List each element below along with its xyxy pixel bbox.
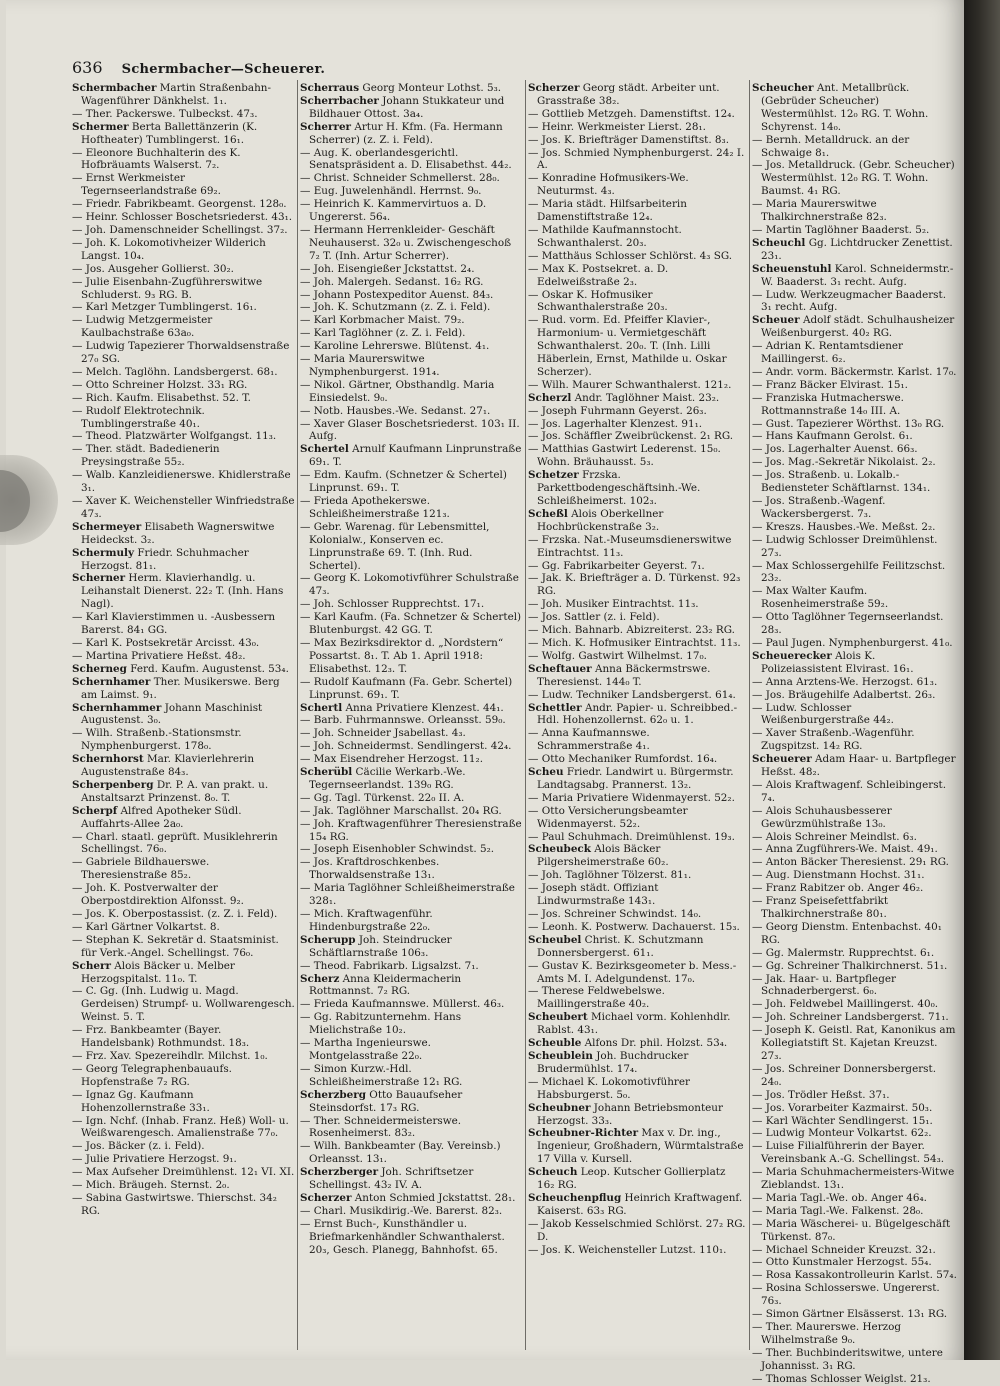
directory-entry: — Michael K. Lokomotivführer Habsburgerst. 5₀. [528, 1075, 691, 1101]
directory-entry: — Jos. Metalldruck. (Gebr. Scheucher) Westermühlst. 12₀ RG. T. Wohn. Baumst. 4₁ RG. [752, 159, 955, 198]
directory-entry: — Max Aufseher Dreimühlenst. 12₁ VI. XI. [72, 1166, 295, 1179]
directory-entry: — Jos. Bäcker (z. i. Feld). [72, 1140, 205, 1153]
directory-entry: — Karoline Lehrerswe. Blütenst. 4₁. [300, 340, 490, 353]
directory-entry: — Stephan K. Sekretär d. Staatsminist. für Verk.-Angel. Schellingst. 76₀. [72, 933, 279, 959]
directory-entry: Schernhorst Mar. Klavierlehrerin Augustenstraße 84₃. [72, 753, 255, 779]
directory-entry: — Jos. Sattler (z. i. Feld). [528, 611, 660, 624]
directory-entry: Scherr Alois Bäcker u. Melber Herzogspitalst. 11₀. T. [72, 959, 235, 985]
directory-entry: — Ludwig Tapezierer Thorwaldsenstraße 27₀ SG. [72, 340, 290, 366]
directory-entry: — Martina Privatiere Heßst. 48₂. [72, 649, 246, 662]
directory-entry: — Rosina Schlosserswe. Ungererst. 76₃. [752, 1282, 940, 1308]
page-header [72, 58, 325, 77]
directory-entry: — Paul Jugen. Nymphenburgerst. 41₀. [752, 636, 953, 649]
directory-entry: — Rich. Kaufm. Elisabethst. 52. T. [72, 391, 251, 404]
directory-entry: — Otto Kunstmaler Herzogst. 55₄. [752, 1256, 932, 1269]
directory-entry: — Jak. Haar- u. Bartpfleger Schnaderbergerst. 6₀. [752, 972, 896, 998]
directory-entry: — Georg K. Lokomotivführer Schulstraße 47₃. [300, 572, 519, 598]
directory-entry: — C. Gg. (Inh. Ludwig u. Magd. Gerdeisen) Strumpf- u. Wollwarengesch. Weinst. 5. T. [72, 985, 295, 1024]
directory-entry: — Karl Taglöhner (z. Z. i. Feld). [300, 327, 466, 340]
directory-entry: Schermeyer Elisabeth Wagnerswitwe Heideckst. 3₂. [72, 520, 275, 546]
directory-entry: — Anton Bäcker Theresienst. 29₁ RG. [752, 856, 949, 869]
directory-entry: — Karl Wächter Sendlingerst. 15₁. [752, 1114, 933, 1127]
directory-entry: — Simon Kurzw.-Hdl. Schleißheimerstraße 12₁ RG. [300, 1062, 463, 1088]
directory-entry: — Joseph K. Geistl. Rat, Kanonikus am Kollegiatstift St. Kajetan Kreuzst. 27₃. [752, 1024, 956, 1062]
surname-headword: Scherzberg [300, 1088, 366, 1101]
directory-entry: — Jos. Mag.-Sekretär Nikolaist. 2₂. [752, 456, 936, 469]
directory-entry: — Ludw. Werkzeugmacher Baaderst. 3₁ recht. Aufg. [752, 288, 946, 314]
surname-headword: Scheublein [528, 1049, 593, 1062]
directory-entry: — Theod. Fabrikarb. Ligsalzst. 7₁. [300, 959, 479, 972]
directory-entry: — Kreszs. Hausbes.-We. Meßst. 2₂. [752, 520, 936, 533]
directory-entry: — Jos. K. Briefträger Damenstiftst. 8₃. [528, 133, 730, 146]
directory-entry: — Alois Schreiner Meindlst. 6₃. [752, 830, 917, 843]
directory-entry: Scheuer Adolf städt. Schulhausheizer Weißenburgerst. 40₂ RG. [752, 314, 955, 340]
surname-headword: Schermeyer [72, 520, 142, 533]
directory-entry: — Mathilde Kaufmannstocht. Schwanthalerst. 20₃. [528, 223, 682, 249]
directory-entry: Scherpenberg Dr. P. A. van prakt. u. Anstaltsarzt Prinzenst. 8₀. T. [72, 778, 269, 804]
directory-entry: Scherraus Georg Monteur Lothst. 5₃. [300, 82, 502, 94]
directory-entry: — Andr. vorm. Bäckermstr. Karlst. 17₀. [752, 365, 957, 378]
directory-entry: — Eug. Juwelenhändl. Herrnst. 9₀. [300, 185, 482, 198]
surname-headword: Scherpenberg [72, 778, 154, 791]
directory-entry: Scherzberg Otto Bauaufseher Steinsdorfst. 17₃ RG. [300, 1088, 463, 1114]
directory-entry: — Nikol. Gärtner, Obsthandlg. Maria Einsiedelst. 9₀. [300, 378, 495, 404]
surname-headword: Scherzer [528, 82, 580, 94]
surname-headword: Scheuchenpflug [528, 1191, 622, 1204]
directory-entry: — Frieda Apothekerswe. Schleißheimerstraße 121₃. [300, 495, 450, 520]
directory-entry: — Jak. Taglöhner Marschallst. 20₄ RG. [300, 804, 502, 817]
directory-entry: Scheu Friedr. Landwirt u. Bürgermstr. Landtagsabg. Prannerst. 13₂. [528, 766, 734, 791]
surname-headword: Schermbacher [72, 82, 157, 94]
directory-entry: — Edm. Kaufm. (Schnetzer & Schertel) Linprunst. 69₁. T. [300, 469, 507, 495]
directory-entry: — Joh. Taglöhner Tölzerst. 81₁. [528, 869, 692, 882]
surname-headword: Schermuly [72, 546, 135, 559]
directory-entry: — Otto Versicherungsbeamter Widenmayerst. 52₂. [528, 804, 688, 830]
surname-headword: Scheuenstuhl [752, 262, 832, 275]
directory-entry: — Jos. Ausgeher Gollierst. 30₂. [72, 262, 234, 275]
directory-entry: — Luise Filialführerin der Bayer. Vereinsbank A.-G. Schellingst. 54₃. [752, 1140, 945, 1166]
directory-entry: — Gebr. Warenag. für Lebensmittel, Kolonialw., Konserven ec. Linprunstraße 69. T. (Inh. Rud. Schertel). [300, 520, 490, 572]
directory-entry: — Rud. vorm. Ed. Pfeiffer Klavier-, Harmonium- u. Vermietgeschäft Schwanthalerst. 20₀. T. (Inh. Lilli Häberlein, Ernst, Mathilde u. Oskar Scherzer). [528, 314, 727, 378]
surname-headword: Scheucher [752, 82, 814, 94]
surname-headword: Scherrer [300, 120, 352, 133]
directory-entry: — Karl K. Postsekretär Arcisst. 43₀. [72, 636, 260, 649]
surname-headword: Scheßl [528, 507, 568, 520]
directory-entry: — Wolfg. Gastwirt Wilhelmst. 17₀. [528, 649, 707, 662]
directory-entry: — Frz. Bankbeamter (Bayer. Handelsbank) Rothmundst. 18₃. [72, 1024, 250, 1050]
directory-entry: Scheuerer Adam Haar- u. Bartpfleger Heßst. 48₂. [752, 753, 956, 779]
running-head: Schermbacher—Scheuerer. [121, 62, 326, 77]
directory-entry: — Wilh. Maurer Schwanthalerst. 121₂. [528, 378, 732, 391]
directory-entry: — Anna Arztens-We. Herzogst. 61₃. [752, 675, 938, 688]
directory-entry: Scherzer Georg städt. Arbeiter unt. Grasstraße 38₂. [528, 82, 720, 107]
directory-entry: — Aug. Dienstmann Hochst. 31₁. [752, 869, 925, 882]
directory-entry: Scherübl Cäcilie Werkarb.-We. Tegernseerlandst. 139₀ RG. [300, 766, 466, 791]
directory-entry: — Jos. K. Weichensteller Lutzst. 110₁. [528, 1243, 727, 1256]
surname-headword: Schertel [300, 443, 349, 456]
directory-entry: — Jos. Vorarbeiter Kazmairst. 50₃. [752, 1101, 933, 1114]
directory-entry: — Julie Privatiere Herzogst. 9₁. [72, 1153, 237, 1166]
directory-entry: — Frz. Xav. Spezereihdlr. Milchst. 1₀. [72, 1049, 268, 1062]
directory-entry: — Theod. Platzwärter Wolfgangst. 11₃. [72, 430, 277, 443]
directory-entry: Scheuchl Gg. Lichtdrucker Zenettist. 23₁. [752, 236, 953, 262]
directory-entry: — Joseph Eisenhobler Schwindst. 5₂. [300, 843, 495, 856]
directory-entry: — Mich. K. Hofmusiker Eintrachtst. 11₃. [528, 636, 741, 649]
directory-entry: Scheubel Christ. K. Schutzmann Donnersbergerst. 61₁. [528, 933, 704, 959]
directory-entry: — Eleonore Buchhalterin des K. Hofbräuamts Walserst. 7₂. [72, 146, 241, 172]
directory-entry: — Joh. K. Lokomotivheizer Wilderich Langst. 10₄. [72, 236, 266, 262]
surname-headword: Scheuch [528, 1166, 578, 1179]
directory-entry: — Gustav K. Bezirksgeometer b. Mess.-Amts M. I. Adelgundenst. 17₀. [528, 959, 737, 985]
surname-headword: Scherzl [528, 391, 572, 404]
directory-entry: — Maria Taglöhner Schleißheimerstraße 328₁. [300, 882, 515, 908]
directory-column-4 [752, 82, 958, 1385]
directory-entry: — Thomas Schlosser Weiglst. 21₃. [752, 1372, 931, 1385]
directory-entry: — Christ. Schneider Schmellerst. 28₀. [300, 172, 500, 185]
column-rule [525, 80, 526, 1350]
directory-entry: — Jos. Schäffler Zweibrückenst. 2₁ RG. [528, 430, 734, 443]
directory-entry: Scherzl Andr. Taglöhner Maist. 23₂. [528, 391, 720, 404]
directory-entry: — Maria Tagl.-We. ob. Anger 46₄. [752, 1191, 927, 1204]
surname-headword: Scherner [72, 572, 126, 585]
directory-entry: — Gg. Rabitzunternehm. Hans Mielichstraße 10₂. [300, 1011, 462, 1037]
directory-entry: — Jos. Straßenb. u. Lokalb.-Bediensteter Schäftlarnst. 134₁. [752, 469, 931, 495]
surname-headword: Scheuchl [752, 236, 806, 249]
directory-entry: — Franziska Hutmacherswe. Rottmannstraße 14₀ III. A. [752, 391, 904, 417]
directory-entry: — Ernst Werkmeister Tegernseerlandstraße 69₂. [72, 172, 221, 198]
directory-entry: Scheßl Alois Oberkellner Hochbrückenstraße 3₂. [528, 507, 664, 533]
surname-headword: Scherz [300, 972, 340, 985]
directory-entry: — Ludwig Monteur Volkartst. 62₂. [752, 1127, 932, 1140]
surname-headword: Scherzer [300, 1191, 352, 1204]
directory-entry: — Max Walter Kaufm. Rosenheimerstraße 59₂. [752, 585, 889, 611]
directory-entry: — Karl Korbmacher Maist. 79₂. [300, 314, 465, 327]
directory-entry: — Joseph Fuhrmann Geyerst. 26₃. [528, 404, 707, 417]
directory-entry: — Otto Mechaniker Rumfordst. 16₄. [528, 753, 718, 766]
directory-entry: — Maria Tagl.-We. Falkenst. 28₀. [752, 1204, 924, 1217]
directory-entry: — Ther. Schneidermeisterswe. Rosenheimerst. 83₂. [300, 1114, 462, 1140]
directory-entry: — Gust. Tapezierer Wörthst. 13₀ RG. [752, 417, 945, 430]
directory-entry: — Joh. Schneidermst. Sendlingerst. 42₄. [300, 740, 512, 753]
directory-entry: Schermuly Friedr. Schuhmacher Herzogst. 81₁. [72, 546, 249, 572]
directory-entry: Scheuenstuhl Karol. Schneidermstr.-W. Baaderst. 3₁ recht. Aufg. [752, 262, 954, 288]
directory-entry: — Max K. Postsekret. a. D. Edelweißstraße 2₃. [528, 262, 669, 288]
directory-entry: — Joh. Schreiner Landsbergerst. 71₁. [752, 1011, 949, 1024]
directory-entry: — Michael Schneider Kreuzst. 32₁. [752, 1243, 936, 1256]
directory-entry: — Xaver K. Weichensteller Winfriedstraße 47₃. [72, 495, 295, 520]
surname-headword: Scheuble [528, 1037, 582, 1050]
directory-entry: Scherzer Anton Schmied Jckstattst. 28₁. [300, 1191, 516, 1204]
directory-entry: — Joh. Schneider Jsabellast. 4₃. [300, 727, 466, 740]
directory-entry: Scherz Anna Kleidermacherin Rottmannst. 7₂ RG. [300, 972, 462, 998]
directory-entry: — Max Schlossergehilfe Feilitzschst. 23₂. [752, 559, 946, 585]
directory-entry: — Maria Maurerswitwe Thalkirchnerstraße 82₃. [752, 198, 887, 224]
directory-entry: — Martha Ingenieurswe. Montgelasstraße 22₀. [300, 1037, 431, 1062]
directory-entry: — Johann Postexpeditor Auenst. 84₃. [300, 288, 494, 301]
column-rule [297, 80, 298, 1350]
directory-entry: — Karl Metzger Tumblingerst. 16₁. [72, 301, 257, 314]
directory-entry: — Notb. Hausbes.-We. Sedanst. 27₁. [300, 404, 491, 417]
directory-entry: — Joh. Schlosser Rupprechtst. 17₁. [300, 598, 485, 611]
directory-entry: — Gg. Fabrikarbeiter Geyerst. 7₁. [528, 559, 705, 572]
directory-entry: — Joseph städt. Offiziant Lindwurmstraße 143₁. [528, 882, 659, 908]
directory-column-1 [72, 82, 296, 1352]
directory-entry: — Jos. Lagerhalter Klenzest. 91₁. [528, 417, 703, 430]
directory-entry: — Charl. Musikdirig.-We. Barerst. 82₃. [300, 1204, 503, 1217]
directory-entry: — Gg. Malermstr. Rupprechtst. 6₁. [752, 946, 935, 959]
directory-entry: Scherrbacher Johann Stukkateur und Bildhauer Ottost. 3a₄. [300, 94, 505, 120]
directory-entry: Schermer Berta Ballettänzerin (K. Hoftheater) Tumblingerst. 16₁. [72, 120, 258, 146]
directory-entry: — Joh. Malergeh. Sedanst. 16₂ RG. [300, 275, 484, 288]
directory-entry: — Jos. Schreiner Donnersbergerst. 24₀. [752, 1062, 936, 1088]
directory-entry: — Simon Gärtner Elsässerst. 13₁ RG. [752, 1308, 948, 1321]
directory-entry: Schernhamer Ther. Musikerswe. Berg am Laimst. 9₁. [72, 675, 280, 701]
directory-entry: — Hans Kaufmann Gerolst. 6₁. [752, 430, 913, 443]
directory-entry: — Otto Schreiner Holzst. 33₁ RG. [72, 378, 248, 391]
directory-entry: — Karl Gärtner Volkartst. 8. [72, 920, 220, 933]
directory-entry: — Maria Wäscherei- u. Bügelgeschäft Türkenst. 87₀. [752, 1217, 951, 1243]
directory-entry: — Adrian K. Rentamtsdiener Maillingerst. 6₂. [752, 340, 904, 366]
directory-entry: — Joh. Damenschneider Schellingst. 37₂. [72, 223, 288, 236]
directory-entry: — Ludwig Schlosser Dreimühlenst. 27₃. [752, 533, 938, 559]
directory-entry: — Ignaz Gg. Kaufmann Hohenzollernstraße 33₁. [72, 1088, 210, 1114]
surname-headword: Schernhammer [72, 701, 162, 714]
directory-entry: — Jos. Lagerhalter Auenst. 66₃. [752, 443, 918, 456]
directory-entry: — Xaver Straßenb.-Wagenführ. Zugspitzst. 14₂ RG. [752, 727, 915, 753]
surname-headword: Scherzberger [300, 1166, 379, 1179]
directory-entry: Scheubert Michael vorm. Kohlenhdlr. Rablst. 43₁. [528, 1011, 731, 1037]
surname-headword: Schettler [528, 701, 582, 714]
directory-entry: — Aug. K. oberlandesgerichtl. Senatspräsident a. D. Elisabethst. 44₂. [300, 146, 512, 172]
directory-entry: Scherneg Ferd. Kaufm. Augustenst. 53₄. [72, 662, 289, 675]
directory-entry: — Heinr. Werkmeister Lierst. 28₁. [528, 120, 706, 133]
surname-headword: Scheu [528, 766, 564, 779]
surname-headword: Scherrbacher [300, 94, 379, 107]
directory-entry: — Jos. Kraftdroschkenbes. Thorwaldsenstraße 13₁. [300, 856, 440, 882]
surname-headword: Scherneg [72, 662, 127, 675]
directory-entry: — Paul Schuhmach. Dreimühlenst. 19₃. [528, 830, 735, 843]
directory-entry: — Heinr. Schlosser Boschetsriederst. 43₁. [72, 211, 293, 224]
directory-entry: — Anna Zugführers-We. Maist. 49₁. [752, 843, 938, 856]
directory-column-3 [528, 82, 746, 1352]
directory-entry: — Sabina Gastwirtswe. Thierschst. 34₂ RG. [72, 1191, 277, 1217]
directory-entry: — Friedr. Fabrikbeamt. Georgenst. 128₀. [72, 198, 287, 211]
directory-entry: — Maria Schuhmachermeisters-Witwe Zieblandst. 13₁. [752, 1166, 955, 1192]
directory-entry: — Gg. Tagl. Türkenst. 22₀ II. A. [300, 791, 465, 804]
directory-entry: Scheuch Leop. Kutscher Gollierplatz 16₂ RG. [528, 1166, 726, 1192]
directory-entry: — Joh. Musiker Eintrachtst. 11₃. [528, 598, 699, 611]
directory-entry: — Oskar K. Hofmusiker Schwanthalerstraße 20₃. [528, 288, 668, 314]
directory-entry: — Frzska. Nat.-Museumsdienerswitwe Eintrachtst. 11₃. [528, 533, 732, 559]
directory-entry: — Mich. Kraftwagenführ. Hindenburgstraße 22₀. [300, 908, 433, 933]
directory-entry: — Karl Kaufm. (Fa. Schnetzer & Schertel) Blutenburgst. 42 GG. T. [300, 611, 522, 637]
directory-entry: — Wilh. Straßenb.-Stationsmstr. Nymphenburgerst. 178₀. [72, 727, 242, 753]
column-rule [749, 80, 750, 1350]
directory-entry: — Karl Klavierstimmen u. -Ausbessern Barerst. 84₁ GG. [72, 611, 276, 637]
directory-entry: — Charl. staatl. geprüft. Musiklehrerin Schellingst. 76₀. [72, 830, 278, 856]
directory-entry: Scheftauer Anna Bäckermstrswe. Theresienst. 144₀ T. [528, 662, 711, 688]
directory-entry: — Rudolf Kaufmann (Fa. Gebr. Schertel) Linprunst. 69₁. T. [300, 675, 513, 701]
directory-entry: — Mich. Bräugeh. Sternst. 2₀. [72, 1179, 230, 1192]
directory-entry: — Wilh. Bankbeamter (Bay. Vereinsb.) Orleansst. 13₁. [300, 1140, 501, 1166]
surname-headword: Scheubert [528, 1011, 588, 1024]
directory-entry: Schertl Anna Privatiere Klenzest. 44₁. [300, 701, 504, 714]
surname-headword: Scherraus [300, 82, 360, 94]
directory-entry: — Konradine Hofmusikers-We. Neuturmst. 4₃. [528, 172, 689, 198]
directory-entry: — Joh. K. Postverwalter der Oberpostdirektion Alfonsst. 9₂. [72, 882, 244, 908]
directory-entry: — Barb. Fuhrmannswe. Orleansst. 59₀. [300, 714, 506, 727]
surname-headword: Scheubel [528, 933, 582, 946]
surname-headword: Schermer [72, 120, 129, 133]
directory-entry: — Maria Maurerswitwe Nymphenburgerst. 191₄. [300, 353, 440, 378]
directory-entry: — Ther. Maurerswe. Herzog Wilhelmstraße 9₀. [752, 1321, 902, 1346]
directory-entry: Scherupp Joh. Steindrucker Schäftlarnstraße 106₃. [300, 933, 452, 959]
directory-entry: — Jos. K. Oberpostassist. (z. Z. i. Feld). [72, 908, 278, 920]
directory-entry: — Walb. Kanzleidienerswe. Khidlerstraße 3₁. [72, 469, 291, 495]
directory-entry: — Mich. Bahnarb. Abizreiterst. 23₂ RG. [528, 624, 735, 637]
directory-column-2 [300, 82, 522, 1352]
directory-entry: Scherrer Artur H. Kfm. (Fa. Hermann Scherrer) (z. Z. i. Feld). [300, 120, 503, 146]
surname-headword: Scheubner-Richter [528, 1127, 639, 1140]
surname-headword: Scheuerer [752, 753, 812, 766]
directory-entry: — Joh. Eisengießer Jckstattst. 2₄. [300, 262, 475, 275]
directory-entry: Scheubner Johann Betriebsmonteur Herzogst. 33₃. [528, 1101, 723, 1127]
surname-headword: Scheuer [752, 314, 800, 327]
directory-entry: — Jos. Bräugehilfe Adalbertst. 26₃. [752, 688, 936, 701]
directory-entry: — Bernh. Metalldruck. an der Schwaige 8₁. [752, 133, 910, 159]
directory-entry: — Matthäus Schlosser Schlörst. 4₃ SG. [528, 249, 733, 262]
surname-headword: Scherupp [300, 933, 356, 946]
directory-entry: Scheuble Alfons Dr. phil. Holzst. 53₄. [528, 1037, 728, 1050]
directory-entry: — Jos. Schreiner Schwindst. 14₀. [528, 908, 702, 920]
directory-entry: — Franz Bäcker Elvirast. 15₁. [752, 378, 908, 391]
directory-entry: — Joh. K. Schutzmann (z. Z. i. Feld). [300, 301, 491, 314]
directory-entry: — Alois Schuhausbesserer Gewürzmühlstraße 13₀. [752, 804, 892, 830]
directory-entry: — Joh. Feldwebel Maillingerst. 40₀. [752, 998, 939, 1011]
directory-entry: Schermbacher Martin Straßenbahn-Wagenführer Dänkhelst. 1₁. [72, 82, 272, 107]
directory-entry: — Jakob Kesselschmied Schlörst. 27₂ RG. D. [528, 1217, 746, 1243]
directory-entry: — Georg Telegraphenbauaufs. Hopfenstraße 7₂ RG. [72, 1062, 232, 1088]
directory-entry: — Heinrich K. Kammervirtuos a. D. Ungererst. 56₄. [300, 198, 487, 224]
directory-entry: — Leonh. K. Postwerw. Dachauerst. 15₃. [528, 920, 740, 933]
directory-entry: Scherpf Alfred Apotheker Südl. Auffahrts-Allee 2a₀. [72, 804, 242, 830]
directory-entry: Scherner Herm. Klavierhandlg. u. Leihanstalt Dienerst. 22₂ T. (Inh. Hans Nagl). [72, 572, 284, 611]
surname-headword: Scherpf [72, 804, 118, 817]
directory-entry: — Martin Taglöhner Baaderst. 5₂. [752, 223, 930, 236]
directory-entry: — Hermann Herrenkleider- Geschäft Neuhauserst. 32₀ u. Zwischengeschoß 7₂ T. (Inh. Artur Scherrer). [300, 223, 512, 262]
surname-headword: Scheubner [528, 1101, 591, 1114]
directory-entry: — Franz Rabitzer ob. Anger 46₂. [752, 882, 924, 895]
directory-entry: — Ign. Nchf. (Inhab. Franz. Heß) Woll- u. Weißwarengesch. Amalienstraße 77₀. [72, 1114, 289, 1140]
directory-entry: — Ther. städt. Badedienerin Preysingstraße 55₂. [72, 443, 220, 469]
directory-entry: — Ludwig Metzgermeister Kaulbachstraße 63a₀. [72, 314, 213, 340]
directory-entry: — Xaver Glaser Boschetsriederst. 103₁ II. Aufg. [300, 417, 520, 443]
directory-entry: — Jak. K. Briefträger a. D. Türkenst. 92₃ RG. [528, 572, 741, 598]
directory-entry: — Alois Kraftwagenf. Schleibingerst. 7₄. [752, 778, 947, 804]
surname-headword: Scherübl [300, 766, 353, 779]
directory-entry: Scherzberger Joh. Schriftsetzer Schellingst. 43₂ IV. A. [300, 1166, 474, 1192]
page-number: 636 [72, 58, 103, 77]
directory-entry: — Otto Taglöhner Tegernseerlandst. 28₃. [752, 611, 944, 637]
directory-entry: Schertel Arnulf Kaufmann Linprunstraße 69₁. T. [300, 443, 522, 469]
directory-entry: — Ther. Buchbinderitswitwe, untere Johannisst. 3₁ RG. [752, 1346, 943, 1372]
directory-entry: — Max Eisendreher Herzogst. 11₂. [300, 753, 484, 766]
directory-entry: Schetzer Frzska. Parkettbodengeschäftsinh.-We. Schleißheimerst. 102₃. [528, 469, 701, 507]
directory-entry: — Jos. Trödler Heßst. 37₁. [752, 1088, 890, 1101]
directory-entry: — Maria Privatiere Widenmayerst. 52₂. [528, 791, 735, 804]
directory-entry: Scheuerecker Alois K. Polizeiassistent Elvirast. 16₁. [752, 649, 914, 675]
surname-headword: Schetzer [528, 469, 579, 482]
directory-entry: — Rudolf Elektrotechnik. Tumblingerstraße 40₁. [72, 404, 205, 430]
directory-entry: — Franz Speisefettfabrikt Thalkirchnerstraße 80₁. [752, 895, 889, 920]
surname-headword: Schernhamer [72, 675, 151, 688]
directory-entry: — Joh. Kraftwagenführer Theresienstraße 15₄ RG. [300, 817, 522, 843]
directory-entry: — Jos. Straßenb.-Wagenf. Wackersbergerst. 7₃. [752, 495, 886, 520]
directory-entry: — Rosa Kassakontrolleurin Karlst. 57₄. [752, 1269, 957, 1282]
directory-entry: Schettler Andr. Papier- u. Schreibbed.-Hdl. Hohenzollernst. 62₀ u. 1. [528, 701, 738, 727]
directory-entry: — Ther. Packerswe. Tulbeckst. 47₃. [72, 107, 258, 120]
directory-entry: — Max Bezirksdirektor d. „Nordstern“ Possartst. 8₁. T. Ab 1. April 1918: Elisabethst. 12₃. T. [300, 636, 504, 675]
surname-headword: Scheuerecker [752, 649, 832, 662]
directory-entry: Scheubeck Alois Bäcker Pilgersheimerstraße 60₂. [528, 843, 669, 869]
surname-headword: Scherr [72, 959, 111, 972]
directory-entry: — Anna Kaufmannswe. Schrammerstraße 4₁. [528, 727, 650, 753]
directory-entry: — Julie Eisenbahn-Zugführerswitwe Schluderst. 9₃ RG. B. [72, 275, 263, 301]
directory-entry: — Ludw. Schlosser Weißenburgerstraße 44₂. [752, 701, 894, 727]
directory-entry: — Frieda Kaufmannswe. Müllerst. 46₃. [300, 998, 505, 1011]
surname-headword: Schertl [300, 701, 343, 714]
directory-entry: — Gottlieb Metzgeh. Damenstiftst. 12₄. [528, 107, 735, 120]
directory-entry: Scheubner-Richter Max v. Dr. ing., Ingenieur, Großhadern, Würmtalstraße 17 Villa v. Kursell. [528, 1127, 744, 1166]
directory-entry: — Jos. Schmied Nymphenburgerst. 24₂ I. A. [528, 146, 745, 172]
directory-entry: — Gabriele Bildhauerswe. Theresienstraße 85₂. [72, 856, 210, 882]
directory-entry: Schernhammer Johann Maschinist Augustenst. 3₀. [72, 701, 263, 727]
directory-entry: — Therese Feldwebelswe. Maillingerstraße 40₂. [528, 985, 665, 1011]
directory-entry: — Georg Dienstm. Entenbachst. 40₁ RG. [752, 920, 942, 946]
directory-entry: — Matthias Gastwirt Lederenst. 15₀. Wohn. Bräuhausst. 5₃. [528, 443, 721, 469]
directory-entry: Scheucher Ant. Metallbrück. (Gebrüder Scheucher) Westermühlst. 12₀ RG. T. Wohn. Schyrenst. 14₀. [752, 82, 929, 133]
surname-headword: Scheubeck [528, 843, 591, 856]
directory-entry: — Maria städt. Hilfsarbeiterin Damenstiftstraße 12₄. [528, 198, 687, 224]
book-spine-edge [964, 0, 1000, 1360]
directory-entry: — Gg. Schreiner Thalkirchnerst. 51₁. [752, 959, 948, 972]
directory-entry: Scheublein Joh. Buchdrucker Brudermühlst. 17₄. [528, 1049, 689, 1075]
surname-headword: Scheftauer [528, 662, 592, 675]
directory-entry: Scheuchenpflug Heinrich Kraftwagenf. Kaiserst. 63₃ RG. [528, 1191, 743, 1217]
directory-entry: — Ludw. Techniker Landsbergerst. 61₄. [528, 688, 736, 701]
directory-entry: — Melch. Taglöhn. Landsbergerst. 68₁. [72, 365, 278, 378]
directory-entry: — Ernst Buch-, Kunsthändler u. Briefmarkenhändler Schwanthalerst. 20₃, Gesch. Planegg, Bahnhofst. 65. [300, 1217, 505, 1256]
surname-headword: Schernhorst [72, 753, 144, 766]
